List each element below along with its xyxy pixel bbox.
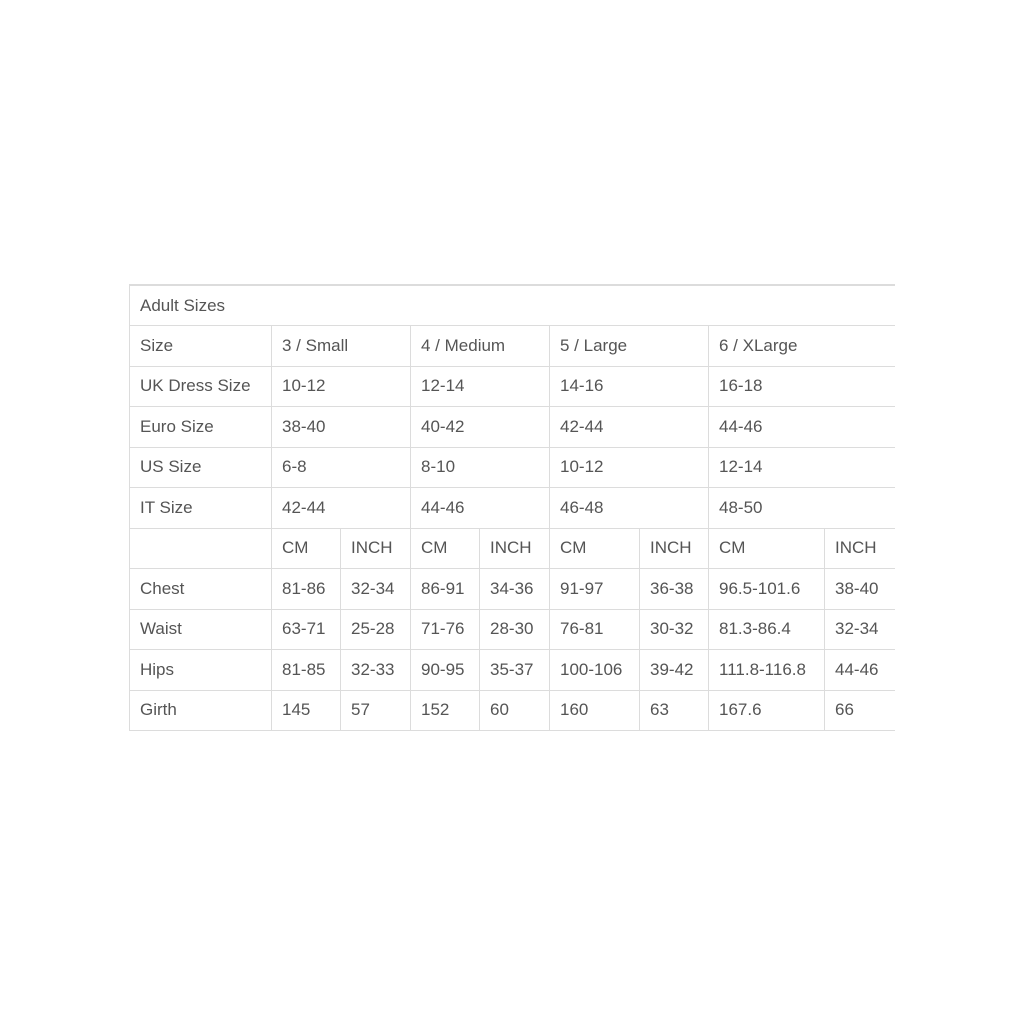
- table-cell: 96.5-101.6: [709, 569, 825, 610]
- table-cell: 86-91: [411, 569, 480, 610]
- size-header: 6 / XLarge: [709, 326, 896, 367]
- table-cell: 39-42: [640, 650, 709, 691]
- table-cell: 30-32: [640, 609, 709, 650]
- table-cell: 12-14: [411, 366, 550, 407]
- table-cell: 63: [640, 690, 709, 731]
- unit-header: CM: [272, 528, 341, 569]
- table-cell: 60: [480, 690, 550, 731]
- size-chart: [129, 284, 895, 740]
- table-cell: 81.3-86.4: [709, 609, 825, 650]
- table-cell: 32-34: [825, 609, 896, 650]
- table-cell: 10-12: [272, 366, 411, 407]
- row-label: Girth: [130, 690, 272, 731]
- table-cell: 10-12: [550, 447, 709, 488]
- girth-row: [130, 690, 896, 731]
- table-cell: 32-34: [341, 569, 411, 610]
- table-cell: 36-38: [640, 569, 709, 610]
- table-cell: 71-76: [411, 609, 480, 650]
- hips-row: [130, 650, 896, 691]
- table-cell: 57: [341, 690, 411, 731]
- row-label: UK Dress Size: [130, 366, 272, 407]
- table-cell: 25-28: [341, 609, 411, 650]
- table-cell: 91-97: [550, 569, 640, 610]
- units-row: [130, 528, 896, 569]
- unit-header: CM: [411, 528, 480, 569]
- table-cell: 63-71: [272, 609, 341, 650]
- table-cell: 44-46: [825, 650, 896, 691]
- table-cell: 66: [825, 690, 896, 731]
- table-cell: 81-85: [272, 650, 341, 691]
- row-label: IT Size: [130, 488, 272, 529]
- table-cell: 44-46: [411, 488, 550, 529]
- title-row: [130, 285, 896, 326]
- table-cell: 38-40: [272, 407, 411, 448]
- unit-header: CM: [709, 528, 825, 569]
- table-cell: 100-106: [550, 650, 640, 691]
- table-cell: 160: [550, 690, 640, 731]
- row-label: Chest: [130, 569, 272, 610]
- table-cell: 167.6: [709, 690, 825, 731]
- table-cell: 12-14: [709, 447, 896, 488]
- uk-dress-size-row: [130, 366, 896, 407]
- waist-row: [130, 609, 896, 650]
- row-label: Euro Size: [130, 407, 272, 448]
- table-cell: 46-48: [550, 488, 709, 529]
- table-cell: 32-33: [341, 650, 411, 691]
- size-header: 4 / Medium: [411, 326, 550, 367]
- table-cell: 81-86: [272, 569, 341, 610]
- row-label: US Size: [130, 447, 272, 488]
- table-title: Adult Sizes: [130, 285, 896, 326]
- table-cell: 38-40: [825, 569, 896, 610]
- table-cell: 14-16: [550, 366, 709, 407]
- unit-header: INCH: [341, 528, 411, 569]
- row-label: Hips: [130, 650, 272, 691]
- table-cell: 111.8-116.8: [709, 650, 825, 691]
- unit-header: INCH: [640, 528, 709, 569]
- table-cell: 28-30: [480, 609, 550, 650]
- table-cell: 6-8: [272, 447, 411, 488]
- row-label: [130, 528, 272, 569]
- us-size-row: [130, 447, 896, 488]
- table-cell: 42-44: [550, 407, 709, 448]
- row-label: Waist: [130, 609, 272, 650]
- table-cell: 44-46: [709, 407, 896, 448]
- table-cell: 8-10: [411, 447, 550, 488]
- unit-header: INCH: [480, 528, 550, 569]
- table-cell: 40-42: [411, 407, 550, 448]
- unit-header: CM: [550, 528, 640, 569]
- table-cell: 48-50: [709, 488, 896, 529]
- size-header: 5 / Large: [550, 326, 709, 367]
- it-size-row: [130, 488, 896, 529]
- size-header: 3 / Small: [272, 326, 411, 367]
- table-cell: 16-18: [709, 366, 896, 407]
- table-cell: 35-37: [480, 650, 550, 691]
- table-cell: 145: [272, 690, 341, 731]
- table-cell: 76-81: [550, 609, 640, 650]
- unit-header: INCH: [825, 528, 896, 569]
- size-table: [129, 284, 895, 731]
- table-cell: 34-36: [480, 569, 550, 610]
- chest-row: [130, 569, 896, 610]
- size-row: [130, 326, 896, 367]
- table-cell: 152: [411, 690, 480, 731]
- row-label: Size: [130, 326, 272, 367]
- table-cell: 90-95: [411, 650, 480, 691]
- euro-size-row: [130, 407, 896, 448]
- table-cell: 42-44: [272, 488, 411, 529]
